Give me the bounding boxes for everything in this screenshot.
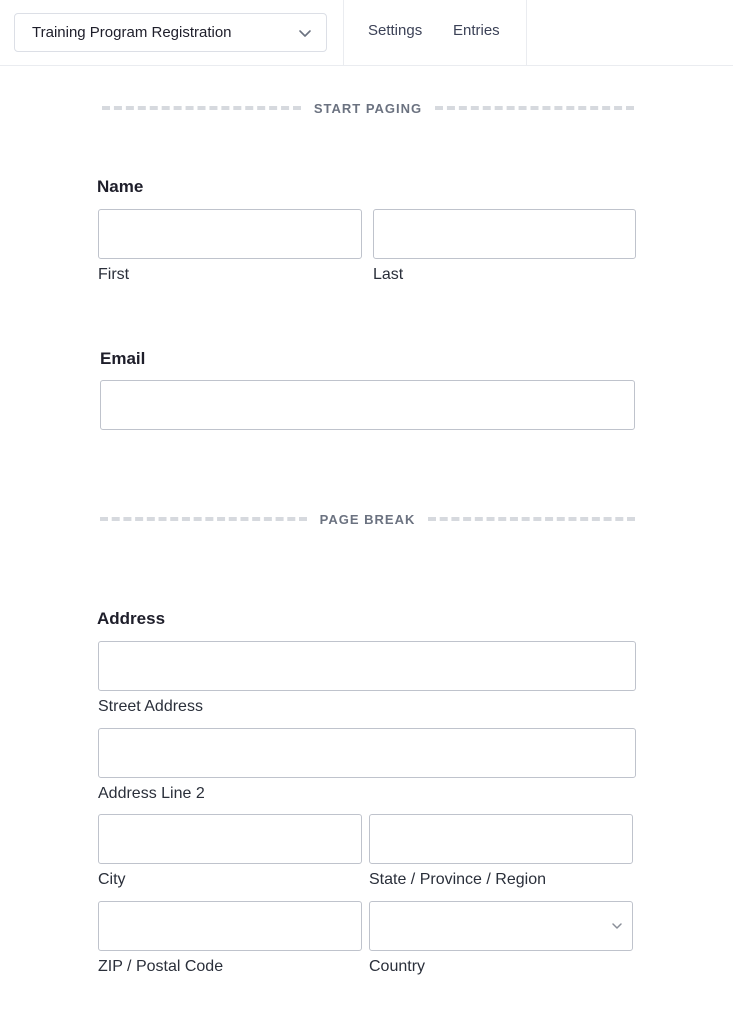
state-sublabel: State / Province / Region — [369, 871, 546, 888]
chevron-down-icon — [610, 919, 624, 933]
address-line2-sublabel: Address Line 2 — [98, 785, 205, 802]
separator-dash — [102, 106, 301, 110]
email-field-label: Email — [100, 349, 146, 368]
city-sublabel: City — [98, 871, 126, 888]
street-address-input[interactable] — [98, 641, 636, 691]
tab-settings[interactable]: Settings — [368, 22, 423, 39]
start-paging-separator — [102, 98, 634, 118]
last-name-input[interactable] — [373, 209, 636, 259]
tab-entries[interactable]: Entries — [453, 22, 500, 39]
top-bar — [0, 0, 733, 66]
city-input[interactable] — [98, 814, 362, 864]
chevron-down-icon — [298, 26, 312, 40]
state-input[interactable] — [369, 814, 633, 864]
page-break-label: PAGE BREAK — [319, 511, 416, 527]
separator-dash — [100, 517, 307, 521]
name-field-label: Name — [97, 177, 144, 196]
zip-input[interactable] — [98, 901, 362, 951]
form-selector-dropdown[interactable] — [14, 13, 327, 52]
email-input[interactable] — [100, 380, 635, 430]
address-line2-input[interactable] — [98, 728, 636, 778]
country-select[interactable] — [369, 901, 633, 951]
topbar-divider — [343, 0, 344, 66]
start-paging-label: START PAGING — [313, 100, 423, 116]
street-address-sublabel: Street Address — [98, 698, 203, 715]
form-selector-value: Training Program Registration — [32, 24, 232, 41]
zip-sublabel: ZIP / Postal Code — [98, 958, 224, 975]
separator-dash — [428, 517, 635, 521]
country-sublabel: Country — [369, 958, 426, 975]
separator-dash — [435, 106, 634, 110]
first-name-sublabel: First — [98, 266, 130, 283]
topbar-divider — [526, 0, 527, 66]
address-field-label: Address — [97, 609, 166, 628]
last-name-sublabel: Last — [373, 266, 404, 283]
page-break-separator — [100, 509, 635, 529]
first-name-input[interactable] — [98, 209, 362, 259]
